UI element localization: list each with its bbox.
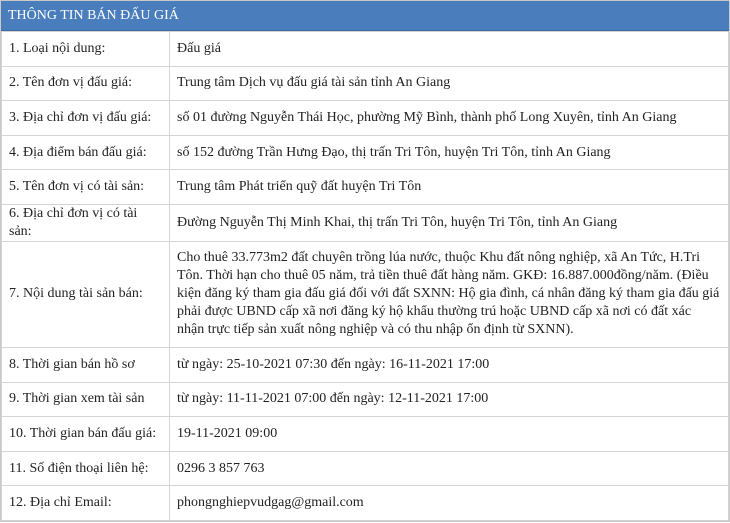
row-value: từ ngày: 25-10-2021 07:30 đến ngày: 16-11-2021 17:00: [170, 347, 729, 382]
table-row: [2, 101, 729, 136]
header-title: THÔNG TIN BÁN ĐẤU GIÁ: [1, 1, 729, 31]
row-label: 11. Số điện thoại liên hệ:: [2, 451, 170, 486]
auction-info-table: [1, 31, 729, 521]
table-row: [2, 347, 729, 382]
table-row: [2, 204, 729, 241]
row-label: 10. Thời gian bán đấu giá:: [2, 417, 170, 452]
row-label: 6. Địa chỉ đơn vị có tài sản:: [2, 204, 170, 241]
row-label: 3. Địa chỉ đơn vị đấu giá:: [2, 101, 170, 136]
table-row: [2, 241, 729, 347]
row-label: 1. Loại nội dung:: [2, 32, 170, 67]
row-value: số 01 đường Nguyễn Thái Học, phường Mỹ Bình, thành phố Long Xuyên, tỉnh An Giang: [170, 101, 729, 136]
row-label: 12. Địa chỉ Email:: [2, 486, 170, 521]
table-row: [2, 66, 729, 101]
row-value: từ ngày: 11-11-2021 07:00 đến ngày: 12-11-2021 17:00: [170, 382, 729, 417]
row-value: 0296 3 857 763: [170, 451, 729, 486]
row-value: Cho thuê 33.773m2 đất chuyên trồng lúa nước, thuộc Khu đất nông nghiệp, xã An Tức, H.Tri Tôn. Thời hạn cho thuê 05 năm, trả tiền thuê đất hàng năm. GKĐ: 16.887.000đồng/năm. (Điều kiện đăng ký tham gia đấu giá đối với đất SXNN: Hộ gia đình, cá nhân đăng ký tham gia đấu giá phải được UBND cấp xã nơi đăng ký hộ khẩu thường trú hoặc UBND cấp xã nơi có đất xác nhận trực tiếp sản xuất nông nghiệp và có thu nhập ổn định từ SXNN).: [170, 241, 729, 347]
table-row: [2, 32, 729, 67]
row-label: 7. Nội dung tài sản bán:: [2, 241, 170, 347]
row-value: Trung tâm Dịch vụ đấu giá tài sản tỉnh An Giang: [170, 66, 729, 101]
row-label: 5. Tên đơn vị có tài sản:: [2, 170, 170, 205]
table-row: [2, 135, 729, 170]
row-label: 9. Thời gian xem tài sản: [2, 382, 170, 417]
row-label: 2. Tên đơn vị đấu giá:: [2, 66, 170, 101]
table-row: [2, 170, 729, 205]
row-label: 8. Thời gian bán hồ sơ: [2, 347, 170, 382]
row-value: 19-11-2021 09:00: [170, 417, 729, 452]
row-label: 4. Địa điểm bán đấu giá:: [2, 135, 170, 170]
table-row: [2, 451, 729, 486]
table-row: [2, 417, 729, 452]
table-row: [2, 486, 729, 521]
row-value: số 152 đường Trần Hưng Đạo, thị trấn Tri Tôn, huyện Tri Tôn, tỉnh An Giang: [170, 135, 729, 170]
row-value: Đường Nguyễn Thị Minh Khai, thị trấn Tri Tôn, huyện Tri Tôn, tỉnh An Giang: [170, 204, 729, 241]
row-value: phongnghiepvudgag@gmail.com: [170, 486, 729, 521]
row-value: Đấu giá: [170, 32, 729, 67]
table-row: [2, 382, 729, 417]
row-value: Trung tâm Phát triển quỹ đất huyện Tri Tôn: [170, 170, 729, 205]
